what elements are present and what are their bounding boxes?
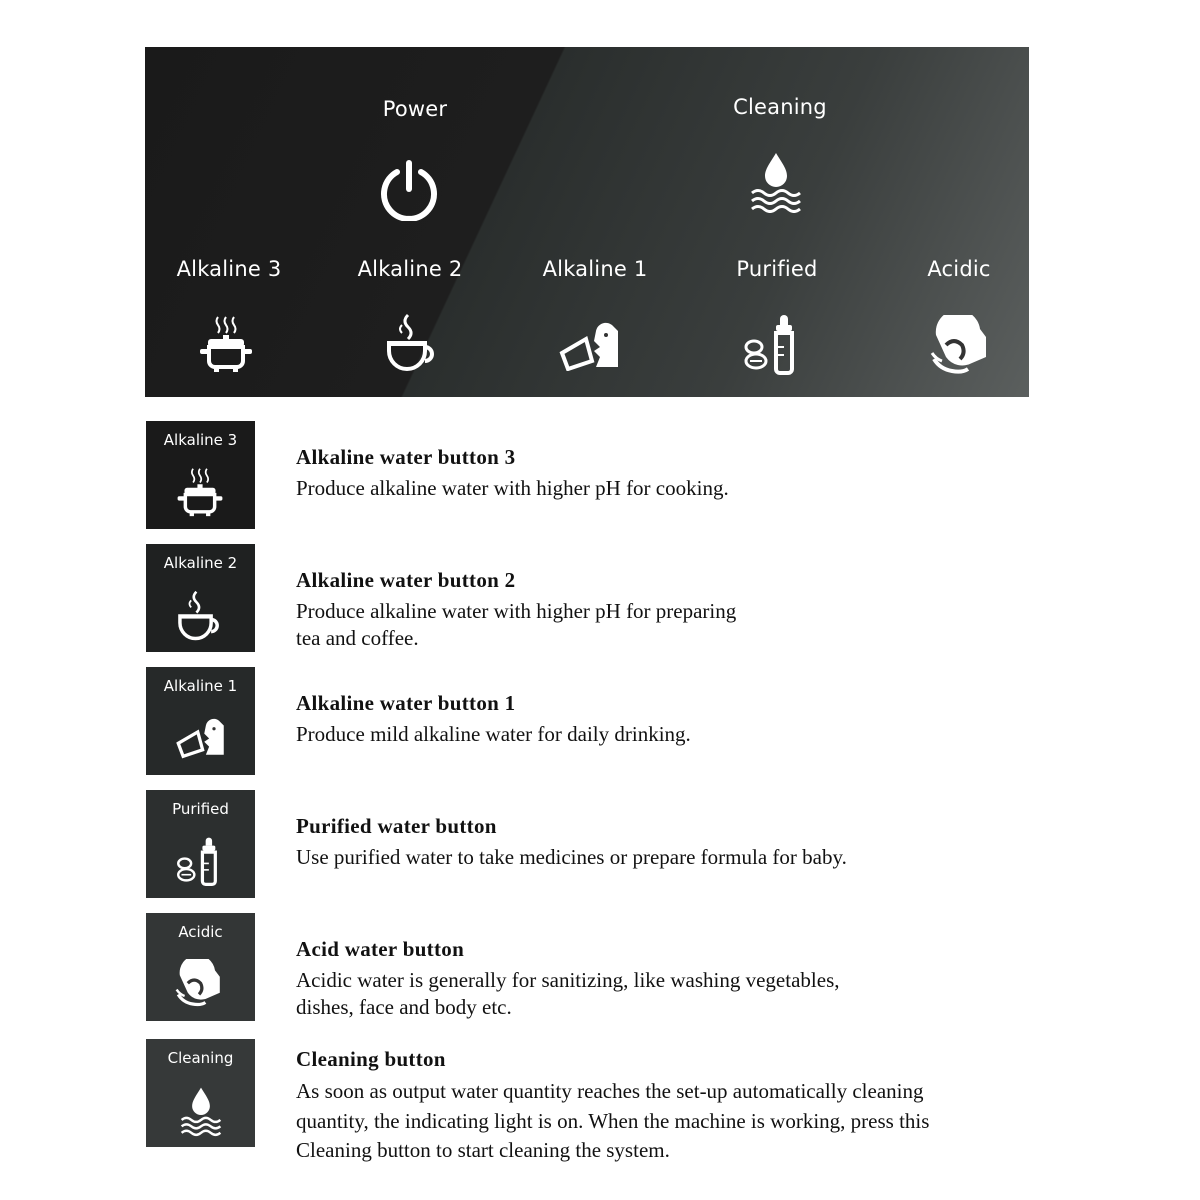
description-line: Use purified water to take medicines or prepare formula for baby. bbox=[296, 845, 847, 869]
tile-alkaline-2[interactable] bbox=[146, 544, 255, 652]
description-body bbox=[296, 967, 1016, 1021]
description-line: tea and coffee. bbox=[296, 626, 419, 650]
tile-label: Alkaline 2 bbox=[163, 554, 238, 572]
tile-cleaning[interactable] bbox=[146, 1039, 255, 1147]
description-line: dishes, face and body etc. bbox=[296, 995, 512, 1019]
description-body bbox=[296, 721, 1016, 748]
alkaline-3-label: Alkaline 3 bbox=[176, 257, 282, 281]
tile-alkaline-1[interactable] bbox=[146, 667, 255, 775]
description-title: Alkaline water button 2 bbox=[296, 568, 516, 592]
tile-label: Alkaline 3 bbox=[163, 431, 238, 449]
baby-bottle-pills-icon bbox=[175, 836, 225, 886]
drinking-glass-icon[interactable] bbox=[558, 317, 622, 371]
tile-label: Purified bbox=[172, 800, 229, 818]
description-line: Produce mild alkaline water for daily drinking. bbox=[296, 722, 691, 746]
description-title: Acid water button bbox=[296, 937, 465, 961]
tile-label: Cleaning bbox=[167, 1049, 234, 1067]
description-line: Cleaning button to start cleaning the system. bbox=[296, 1138, 670, 1162]
tile-label: Acidic bbox=[178, 923, 223, 941]
tile-acidic[interactable] bbox=[146, 913, 255, 1021]
description-body bbox=[296, 598, 1016, 652]
description-line: Acidic water is generally for sanitizing, like washing vegetables, bbox=[296, 968, 840, 992]
description-line: quantity, the indicating light is on. When the machine is working, press this bbox=[296, 1108, 930, 1133]
description-title: Alkaline water button 3 bbox=[296, 445, 516, 469]
tile-purified[interactable] bbox=[146, 790, 255, 898]
power-label: Power bbox=[382, 97, 448, 121]
cooking-pot-icon[interactable] bbox=[198, 315, 254, 373]
description-body bbox=[296, 844, 1016, 871]
description-body bbox=[296, 1077, 1016, 1166]
tile-alkaline-3[interactable] bbox=[146, 421, 255, 529]
tile-label: Alkaline 1 bbox=[163, 677, 238, 695]
purified-label: Purified bbox=[736, 257, 818, 281]
alkaline-1-label: Alkaline 1 bbox=[542, 257, 648, 281]
description bbox=[296, 1045, 1016, 1166]
description-line: As soon as output water quantity reaches the set-up automatically cleaning bbox=[296, 1079, 924, 1103]
description bbox=[296, 689, 1016, 748]
drinking-glass-icon bbox=[175, 713, 227, 759]
description bbox=[296, 935, 1016, 1021]
description-body bbox=[296, 475, 1016, 502]
description bbox=[296, 566, 1016, 652]
water-drop-waves-icon bbox=[180, 1085, 222, 1137]
description-line: Produce alkaline water with higher pH for preparing bbox=[296, 599, 737, 623]
control-panel bbox=[145, 47, 1029, 397]
coffee-cup-icon[interactable] bbox=[384, 313, 438, 373]
description-title: Alkaline water button 1 bbox=[296, 691, 516, 715]
description-title: Purified water button bbox=[296, 814, 497, 838]
power-icon[interactable] bbox=[378, 159, 440, 221]
cooking-pot-icon bbox=[175, 467, 225, 517]
description-line: Produce alkaline water with higher pH for cooking. bbox=[296, 476, 729, 500]
description-title: Cleaning button bbox=[296, 1047, 446, 1071]
acidic-label: Acidic bbox=[927, 257, 991, 281]
description bbox=[296, 443, 1016, 502]
washing-face-icon bbox=[175, 959, 223, 1009]
washing-face-icon[interactable] bbox=[930, 315, 990, 377]
description bbox=[296, 812, 1016, 871]
baby-bottle-pills-icon[interactable] bbox=[742, 313, 804, 375]
water-drop-waves-icon[interactable] bbox=[750, 151, 802, 213]
cleaning-label: Cleaning bbox=[733, 95, 827, 119]
coffee-cup-icon bbox=[175, 590, 223, 642]
alkaline-2-label: Alkaline 2 bbox=[357, 257, 463, 281]
